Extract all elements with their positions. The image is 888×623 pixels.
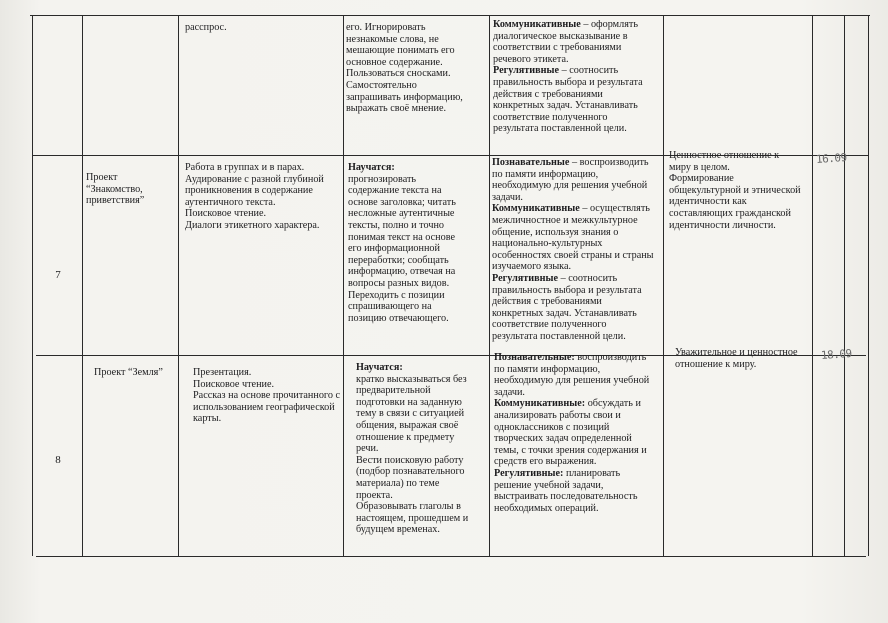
- row8-uud-label-communicative: Коммуникативные:: [494, 398, 586, 410]
- uud-text-regulative: – соотносить правильность выбора и результата действия с требованиями конкретных задач. Устанавливать соответствие полученного результата поставленной цели.: [493, 65, 643, 135]
- row8-subject-heading: Научатся:: [356, 362, 403, 373]
- col-divider-2: [178, 15, 179, 556]
- row8-uud-label-cognitive: Познавательные:: [494, 352, 575, 363]
- row8-personal: Уважительное и ценностное отношение к миру.: [675, 347, 798, 370]
- row7-subject-cell: [348, 162, 488, 324]
- row8-uud-text-communicative: обсуждать и анализировать работы свои и одноклассников с позиций творческих задач определенной темы, с точки зрения содержания и средств его выражения.: [494, 398, 647, 468]
- row8-uud-text-cognitive: воспроизводить по памяти информацию, необходимую для решения учебной задачи.: [494, 352, 650, 398]
- row8-date-handwritten: 18.09: [820, 346, 853, 363]
- row7-activity: Работа в группах и в парах. Аудирование с разной глубиной проникновения в содержание аутентичного текста. Поисковое чтение. Диалоги этикетного характера.: [185, 162, 324, 231]
- col-divider-8: [868, 15, 869, 556]
- col-divider-3: [343, 15, 344, 556]
- row7-topic: Проект “Знакомство, приветствия”: [86, 172, 145, 207]
- table-top-border: [30, 15, 870, 16]
- row7-date-handwritten: 16.09: [815, 150, 848, 167]
- row7-number: 7: [55, 270, 61, 281]
- uud-label-communicative: Коммуникативные: [493, 19, 581, 30]
- row7-uud-label-cognitive: Познавательные: [492, 157, 570, 168]
- row7-uud-text-cognitive: – воспроизводить по памяти информацию, необходимую для решения учебной задачи.: [492, 157, 649, 203]
- col-divider-7: [844, 15, 845, 556]
- cont-uud-cell: [493, 19, 661, 135]
- row7-uud-text-regulative: – соотносить правильность выбора и результата действия с требованиями конкретных задач. Устанавливать соответствие полученного результата поставленной цели.: [492, 272, 642, 342]
- row7-personal: Ценностное отношение к миру в целом. Формирование общекультурной и этнической идентичности как составляющих гражданской идентичности личности.: [669, 150, 801, 231]
- row8-subject-text: кратко высказываться без предварительной подготовки на заданную тему в связи с ситуацией общения, выражая своё отношение к предмету речи. Вести поисковую работу (подбор познавательного материала) по теме проекта. Образовывать глаголы в настоящем, прошедшем и будущем временах.: [356, 373, 469, 536]
- col-divider-6: [812, 15, 813, 556]
- row8-uud-label-regulative: Регулятивные:: [494, 467, 564, 479]
- col-divider-4: [489, 15, 490, 556]
- col-divider-1: [82, 15, 83, 556]
- row7-subject-text: прогнозировать содержание текста на основе заголовка; читать несложные аутентичные тексты, полно и точно понимая текст на основе его информационной переработки; сообщать информацию, отвечая на вопросы разных видов. Переходить с позиции спрашивающего на позицию отвечающего.: [348, 173, 456, 324]
- uud-text-communicative: – оформлять диалогическое высказывание в соответствии с требованиями речевого этикета.: [493, 19, 638, 65]
- table-bottom-border: [36, 556, 866, 557]
- cont-subject-cell: его. Игнорировать незнакомые слова, не мешающие понимать его основное содержание. Пользоваться сносками. Самостоятельно запрашивать информацию, выражать своё мнение.: [346, 22, 463, 115]
- row8-number: 8: [55, 455, 61, 466]
- row7-uud-cell: [492, 157, 663, 343]
- uud-label-regulative: Регулятивные: [493, 65, 560, 77]
- row8-uud-text-regulative: планировать решение учебной задачи, выстраивать последовательность необходимых операций.: [494, 467, 638, 514]
- col-divider-5: [663, 15, 664, 556]
- row7-uud-label-regulative: Регулятивные: [492, 272, 559, 284]
- row8-uud-cell: [494, 352, 663, 514]
- row7-uud-label-communicative: Коммуникативные: [492, 203, 580, 215]
- row8-subject-cell: [356, 362, 489, 536]
- row7-uud-text-communicative: – осуществлять межличностное и межкультурное общение, используя знания о национально-культурных особенностях своей страны и страны изучаемого языка.: [492, 203, 654, 273]
- row7-subject-heading: Научатся:: [348, 162, 395, 173]
- col-divider-0: [32, 15, 33, 556]
- row8-topic: Проект “Земля”: [94, 367, 163, 378]
- cont-activity-cell: расспрос.: [185, 22, 227, 33]
- row8-activity: Презентация. Поисковое чтение. Рассказ на основе прочитанного с использованием географической карты.: [193, 367, 341, 425]
